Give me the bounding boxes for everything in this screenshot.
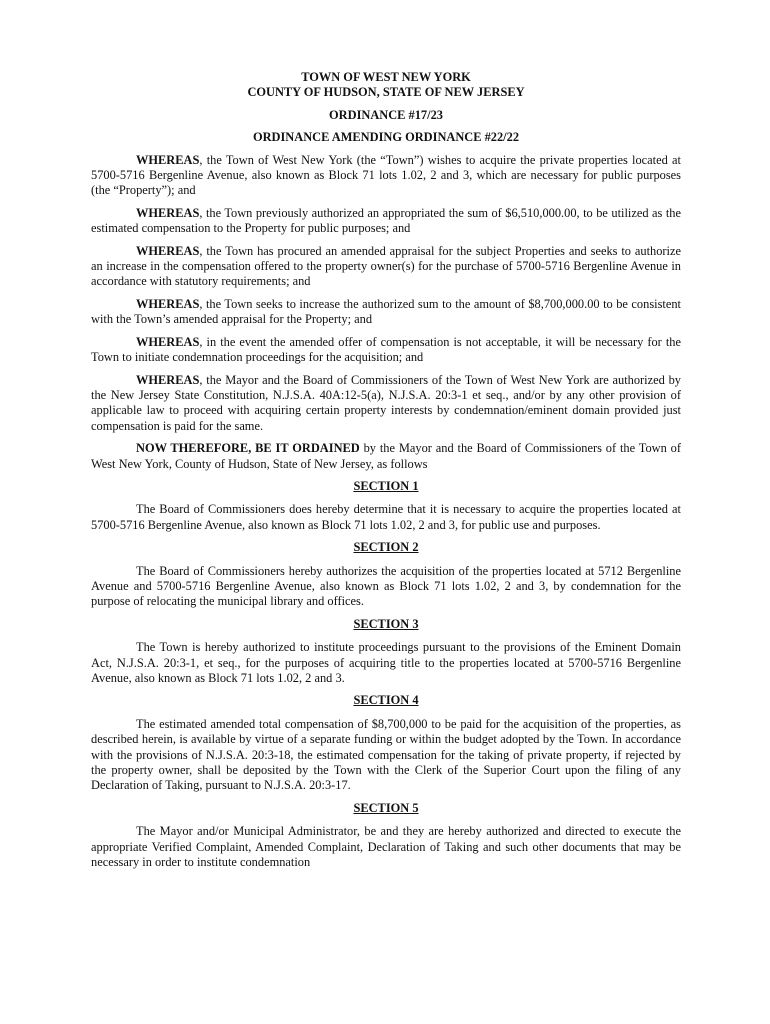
- whereas-lead: WHEREAS: [136, 334, 200, 349]
- ordinance-title: ORDINANCE AMENDING ORDINANCE #22/22: [252, 130, 520, 145]
- county-state: COUNTY OF HUDSON, STATE OF NEW JERSEY: [247, 85, 525, 100]
- section-heading: SECTION 5: [353, 800, 419, 815]
- section-heading: SECTION 2: [353, 540, 419, 555]
- whereas-paragraph: [91, 244, 681, 290]
- whereas-lead: WHEREAS: [136, 372, 200, 387]
- whereas-lead: WHEREAS: [136, 243, 200, 258]
- whereas-text: , in the event the amended offer of compensation is not acceptable, it will be necessary for the Town to initiate condemnation proceedings for the acquisition; and: [91, 334, 681, 365]
- whereas-text: , the Town of West New York (the “Town”) wishes to acquire the private properties located at 5700-5716 Bergenline Avenue, also known as Block 71 lots 1.02, 2 and 3, which are necessary for public purposes (the “Property”); and: [91, 152, 681, 198]
- whereas-paragraph: [91, 335, 681, 366]
- ordained-lead: NOW THEREFORE, BE IT ORDAINED: [136, 441, 360, 456]
- whereas-lead: WHEREAS: [136, 296, 200, 311]
- whereas-paragraph: [91, 297, 681, 328]
- whereas-text: , the Town has procured an amended appraisal for the subject Properties and seeks to authorize an increase in the compensation offered to the property owner(s) for the purchase of 5700-5716 Bergenline Avenue in accordance with statutory requirements; and: [91, 243, 681, 289]
- section-body: The Town is hereby authorized to institute proceedings pursuant to the provisions of the Eminent Domain Act, N.J.S.A. 20:3-1, et seq., for the purposes of acquiring title to the properties located at 5700-5716 Bergenline Avenue, also known as Block 71 lots 1.02, 2 and 3.: [91, 640, 681, 685]
- whereas-paragraph: [91, 153, 681, 199]
- section-body: The Board of Commissioners does hereby determine that it is necessary to acquire the properties located at 5700-5716 Bergenline Avenue, also known as Block 71 lots 1.02, 2 and 3, for public use and purposes.: [91, 502, 681, 532]
- town-name: TOWN OF WEST NEW YORK: [301, 70, 471, 84]
- section-heading: SECTION 1: [353, 478, 419, 493]
- ordained-paragraph: [91, 441, 681, 472]
- whereas-paragraph: [91, 373, 681, 435]
- whereas-text: , the Mayor and the Board of Commissioners of the Town of West New York are authorized by the New Jersey State Constitution, N.J.S.A. 40A:12-5(a), N.J.S.A. 20:3-1 et seq., and/or by any other provision of applicable law to proceed with acquiring certain property interests by condemnation/eminent domain provided just compensation is paid for the same.: [91, 372, 681, 433]
- whereas-text: , the Town seeks to increase the authorized sum to the amount of $8,700,000.00 to be consistent with the Town’s amended appraisal for the Property; and: [91, 296, 681, 327]
- section-heading: SECTION 4: [353, 693, 419, 708]
- whereas-text: , the Town previously authorized an appropriated the sum of $6,510,000.00, to be utilized as the estimated compensation to the Property for public purposes; and: [91, 205, 681, 236]
- section-heading: SECTION 3: [353, 616, 419, 631]
- ordinance-number: ORDINANCE #17/23: [329, 107, 443, 122]
- section-body: The Mayor and/or Municipal Administrator, be and they are hereby authorized and directed to execute the appropriate Verified Complaint, Amended Complaint, Declaration of Taking and such other documents that may be necessary in order to institute condemnation: [91, 824, 681, 870]
- section-body: The estimated amended total compensation of $8,700,000 to be paid for the acquisition of the properties, as described herein, is available by virtue of a separate funding or within the budget adopted by the Town. In accordance with the provisions of N.J.S.A. 20:3-18, the estimated compensation for the taking of private property, if rejected by the property owner, shall be deposited by the Town with the Clerk of the Superior Court upon the filing of any Declaration of Taking, pursuant to N.J.S.A. 20:3-17.: [91, 716, 681, 793]
- section-body: The Board of Commissioners hereby authorizes the acquisition of the properties located at 5712 Bergenline Avenue and 5700-5716 Bergenline Avenue, also known as Block 71 lots 1.02, 2 and 3, by condemnation for the purpose of relocating the municipal library and offices.: [91, 563, 681, 609]
- whereas-paragraph: [91, 206, 681, 237]
- whereas-lead: WHEREAS: [136, 205, 200, 220]
- whereas-lead: WHEREAS: [136, 152, 200, 167]
- ordained-text: by the Mayor and the Board of Commissioners of the Town of West New York, County of Hudson, State of New Jersey, as follows: [91, 441, 681, 471]
